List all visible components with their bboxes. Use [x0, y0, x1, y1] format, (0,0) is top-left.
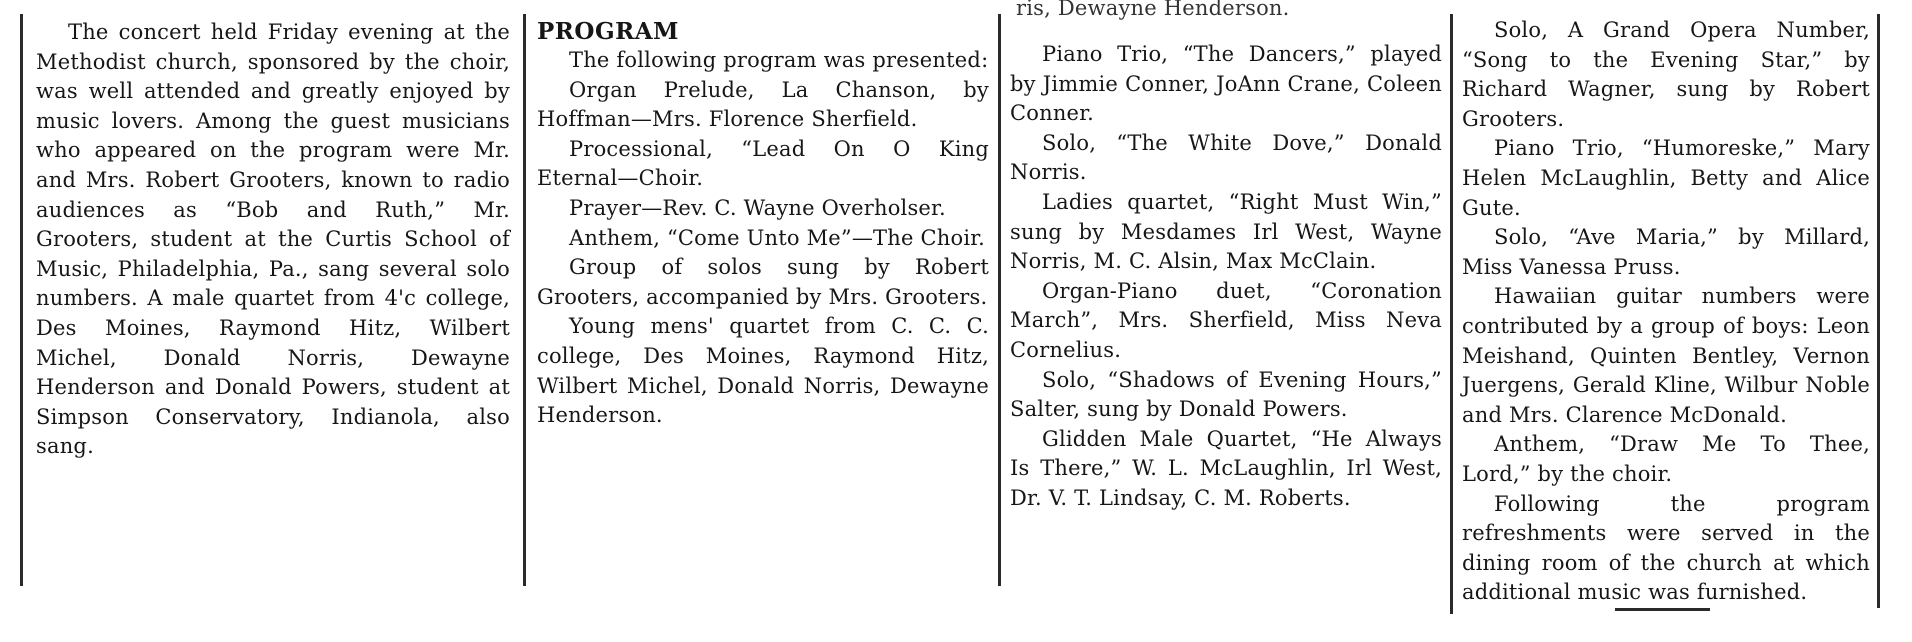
program-item: Group of solos sung by Robert Grooters, accompanied by Mrs. Grooters.	[537, 255, 989, 309]
clipped-carryover-line	[1010, 0, 1442, 22]
closing-paragraph: Following the program refreshments were served in the dining room of the church at which additional music was furnished.	[1462, 491, 1870, 605]
column-rule-2	[523, 14, 526, 586]
program-item: Anthem, “Come Unto Me”—The Choir.	[569, 225, 986, 250]
column-3	[1010, 0, 1442, 514]
column-rule-4	[1450, 14, 1453, 614]
end-rule	[1615, 608, 1710, 611]
program-item: Organ-Piano duet, “Coronation March”, Mrs. Sherfield, Miss Neva Cornelius.	[1010, 278, 1442, 362]
program-item: Piano Trio, “The Dancers,” played by Jimmie Conner, JoAnn Crane, Coleen Conner.	[1010, 42, 1442, 126]
program-item: Organ Prelude, La Chanson, by Hoffman—Mrs. Florence Sherfield.	[537, 77, 989, 132]
program-item: Young mens' quartet from C. C. C. college, Des Moines, Raymond Hitz, Wilbert Michel, Donald Norris, Dewayne Henderson.	[537, 314, 989, 428]
program-item: Hawaiian guitar numbers were contributed by a group of boys: Leon Meishand, Quinten Bentley, Vernon Juergens, Gerald Kline, Wilbur Noble and Mrs. Clarence McDonald.	[1462, 284, 1870, 427]
program-item: Ladies quartet, “Right Must Win,” sung by Mesdames Irl West, Wayne Norris, M. C. Alsin, Max McClain.	[1010, 189, 1442, 274]
program-heading: PROGRAM	[537, 18, 680, 45]
program-item: Solo, “Shadows of Evening Hours,” Salter, sung by Donald Powers.	[1010, 367, 1442, 422]
column-rule-3	[998, 14, 1001, 586]
program-item: Prayer—Rev. C. Wayne Overholser.	[569, 195, 946, 220]
program-item: Anthem, “Draw Me To Thee, Lord,” by the choir.	[1462, 432, 1870, 486]
column-rule-right	[1877, 14, 1880, 608]
program-item: Glidden Male Quartet, “He Always Is There,” W. L. McLaughlin, Irl West, Dr. V. T. Lindsay, C. M. Roberts.	[1010, 426, 1442, 510]
program-item: Piano Trio, “Humoreske,” Mary Helen McLaughlin, Betty and Alice Gute.	[1462, 136, 1870, 220]
program-item: Solo, “The White Dove,” Donald Norris.	[1010, 130, 1442, 185]
program-intro: The following program was presented:	[569, 48, 989, 72]
program-item: Processional, “Lead On O King Eternal—Choir.	[537, 136, 989, 191]
column-1	[36, 18, 510, 462]
column-rule-left	[20, 14, 23, 586]
program-item: Solo, “Ave Maria,” by Millard, Miss Vanessa Pruss.	[1462, 225, 1870, 279]
column-4	[1462, 16, 1870, 608]
program-item: Solo, A Grand Opera Number, “Song to the Evening Star,” by Richard Wagner, sung by Robert Grooters.	[1462, 18, 1870, 131]
intro-paragraph: The concert held Friday evening at the Methodist church, sponsored by the choir, was well attended and greatly enjoyed by music lovers. Among the guest musicians who appeared on the program were Mr. and Mrs. Robert Grooters, known to radio audiences as “Bob and Ruth,” Mr. Grooters, student at the Curtis School of Music, Philadelphia, Pa., sang several solo numbers. A male quartet from 4'c college, Des Moines, Raymond Hitz, Wilbert Michel, Donald Norris, Dewayne Henderson and Donald Powers, student at Simpson Conservatory, Indianola, also sang.	[36, 20, 510, 459]
column-2	[537, 18, 989, 431]
clipped-text: ris, Dewayne Henderson.	[1016, 0, 1290, 20]
